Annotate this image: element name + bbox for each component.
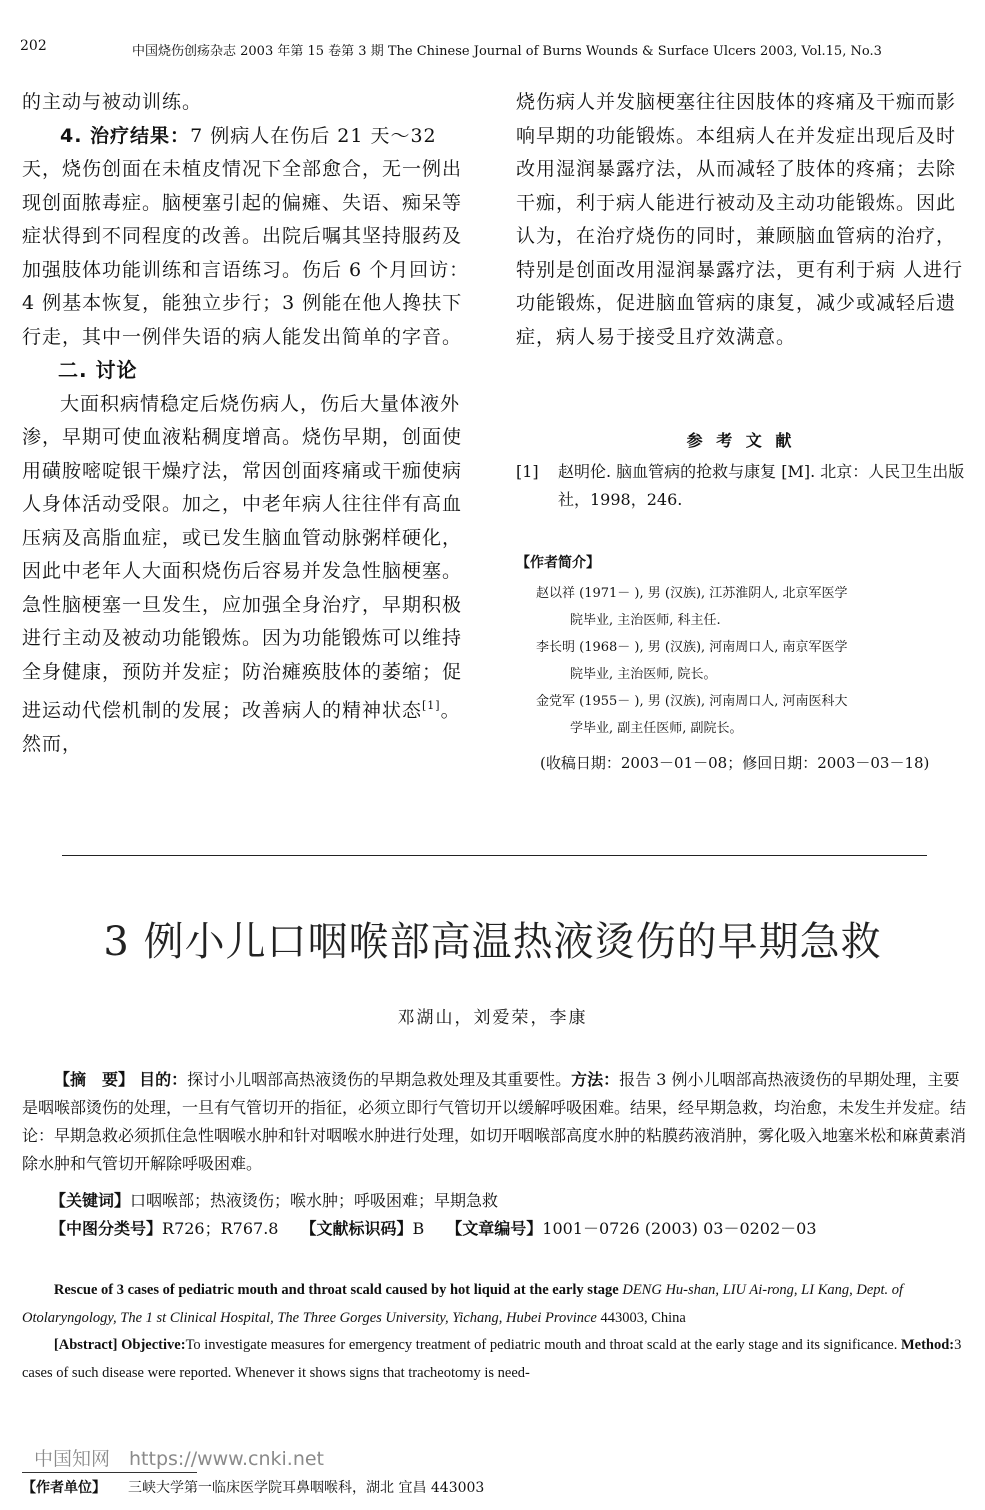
english-authors: DENG Hu-shan, LIU Ai-rong, LI Kang, Dept. of Otolaryngology, The 1 st Clinical Hospital, The Three Gorges University, Yichang, Hubei Province — [22, 1282, 904, 1326]
author-bio — [516, 634, 966, 688]
paragraph-discussion — [22, 388, 480, 762]
english-abstract-label: [Abstract] — [53, 1337, 118, 1353]
article-title: 3 例小儿口咽喉部高温热液烫伤的早期急救 — [103, 919, 882, 965]
keywords — [50, 1188, 498, 1211]
author-bio — [516, 688, 966, 742]
author-bios — [516, 580, 966, 742]
running-header — [20, 38, 965, 68]
results-label: 4. 治疗结果： — [60, 124, 191, 147]
english-method-label: Method: — [900, 1337, 955, 1353]
abstract-label: 【摘 要】 — [54, 1070, 135, 1089]
bio-line: 赵以祥 (1971－ ), 男 (汉族), 江苏淮阴人, 北京军医学 — [536, 586, 848, 601]
left-column — [22, 86, 480, 761]
article-no-value: 1001－0726 (2003) 03－0202－03 — [542, 1219, 817, 1238]
objective-label: 目的： — [139, 1070, 188, 1089]
bio-line: 金党军 (1955－ ), 男 (汉族), 河南周口人, 河南医科大 — [536, 694, 848, 709]
clc-value: R726；R767.8 — [162, 1219, 279, 1238]
english-abstract — [22, 1277, 966, 1387]
classification-line — [50, 1216, 817, 1239]
page-number: 202 — [20, 38, 47, 54]
english-address: 443003, China — [600, 1309, 686, 1326]
doc-code-label: 【文献标识码】 — [300, 1219, 413, 1238]
paragraph: 烧伤病人并发脑梗塞往往因肢体的疼痛及干痂而影响早期的功能锻炼。本组病人在并发症出现后及时改用湿润暴露疗法，从而减轻了肢体的疼痛；去除干痂，利于病人能进行被动及主动功能锻炼。因此认为，在治疗烧伤的同时，兼顾脑血管病的治疗，特别是创面改用湿润暴露疗法，更有利于病 人进行功能锻炼，促进脑血管病的康复，减少或减轻后遗症，病人易于接受且疗效满意。 — [516, 91, 964, 348]
reference-number: [1] — [516, 462, 539, 481]
discussion-text: 大面积病情稳定后烧伤病人，伤后大量体液外渗，早期可使血液粘稠度增高。烧伤早期，创面使用磺胺嘧啶银干燥疗法，常因创面疼痛或干痂使病人身体活动受限。加之，中老年病人往往伴有高血压病及高脂血症，或已发生脑血管动脉粥样硬化，因此中老年人大面积烧伤后容易并发急性脑梗塞。急性脑梗塞一旦发生，应加强全身治疗，早期积极进行主动及被动功能锻炼。因为功能锻炼可以维持全身健康，预防并发症；防治瘫痪肢体的萎缩；促进运动代偿机制的发展；改善病人的精神状态 — [22, 392, 463, 722]
chinese-abstract — [22, 1066, 966, 1178]
english-method-text: 3 cases of such disease were reported. Whenever it shows signs that tracheotomy is need- — [22, 1337, 962, 1381]
english-abstract-paragraph — [22, 1332, 966, 1387]
section-divider — [62, 855, 927, 856]
article-no-label: 【文章编号】 — [446, 1219, 543, 1238]
discussion-end: 。然而， — [22, 699, 461, 755]
method-label: 方法： — [571, 1070, 620, 1089]
reference-text: 赵明伦. 脑血管病的抢救与康复 [M]. 北京：人民卫生出版社，1998，246. — [558, 462, 965, 509]
abstract-paragraph — [22, 1066, 966, 1178]
author-bio-heading: 【作者简介】 — [516, 555, 600, 571]
clc-label: 【中图分类号】 — [50, 1219, 163, 1238]
received-dates: (收稿日期：2003－01－08；修回日期：2003－03－18) — [540, 754, 930, 772]
footnote-divider — [22, 1472, 197, 1473]
bio-line: 院毕业, 主治医师, 科主任. — [570, 613, 721, 628]
journal-citation: 中国烧伤创疡杂志 2003 年第 15 卷第 3 期 The Chinese Journal of Burns Wounds & Surface Ulcers 2003, Vol.15, No.3 — [132, 44, 882, 59]
paragraph: 的主动与被动训练。 — [22, 91, 203, 113]
references-heading: 参 考 文 献 — [686, 431, 796, 450]
keywords-label: 【关键词】 — [50, 1191, 131, 1210]
right-column — [516, 86, 966, 354]
reference-item — [516, 458, 966, 514]
method-text: 报告 3 例小儿咽部高热液烫伤的早期处理，主要是咽喉部烫伤的处理，一旦有气管切开的指征，必须立即行气管切开以缓解呼吸困难。结果，经早期急救，均治愈，未发生并发症。结论：早期急救必须抓住急性咽喉水肿和针对咽喉水肿进行处理，如切开咽喉部高度水肿的粘膜药液消肿，雾化吸入地塞米松和麻黄素消除水肿和气管切开解除呼吸困难。 — [22, 1070, 967, 1173]
footnote-label: 【作者单位】 — [22, 1480, 106, 1496]
english-title: Rescue of 3 cases of pediatric mouth and throat scald caused by hot liquid at the early stage — [53, 1282, 619, 1298]
english-objective-label: Objective: — [121, 1337, 186, 1353]
doc-code-value: B — [412, 1219, 425, 1238]
results-text: 7 例病人在伤后 21 天～32 天，烧伤创面在未植皮情况下全部愈合，无一例出现创面脓毒症。脑梗塞引起的偏瘫、失语、痴呆等症状得到不同程度的改善。出院后嘱其坚持服药及加强肢体功能训练和言语练习。伤后 6 个月回访：4 例基本恢复，能独立步行；3 例能在他人搀扶下行走，其中一例伴失语的病人能发出简单的字音。 — [22, 124, 470, 348]
section-heading-discussion: 二. 讨论 — [58, 358, 138, 382]
citation-ref: [1] — [422, 699, 441, 712]
paragraph-results — [22, 120, 480, 355]
objective-text: 探讨小儿咽部高热液烫伤的早期急救处理及其重要性。 — [187, 1070, 572, 1089]
article-authors: 邓湖山，刘爱荣，李康 — [397, 1008, 588, 1028]
author-affiliation-footnote — [22, 1477, 484, 1497]
keywords-text: 口咽喉部；热液烫伤；喉水肿；呼吸困难；早期急救 — [130, 1191, 499, 1210]
bio-line: 院毕业, 主治医师, 院长。 — [570, 667, 717, 682]
bio-line: 学毕业, 副主任医师, 副院长。 — [570, 721, 743, 736]
english-title-paragraph — [22, 1277, 966, 1332]
watermark: 中国知网 https://www.cnki.net — [34, 1448, 325, 1470]
bio-line: 李长明 (1968－ ), 男 (汉族), 河南周口人, 南京军医学 — [536, 640, 848, 655]
english-objective-text: To investigate measures for emergency treatment of pediatric mouth and throat scald at the early stage and its significance. — [185, 1337, 898, 1353]
footnote-text: 三峡大学第一临床医学院耳鼻咽喉科，湖北 宜昌 443003 — [128, 1480, 485, 1496]
author-bio — [516, 580, 966, 634]
